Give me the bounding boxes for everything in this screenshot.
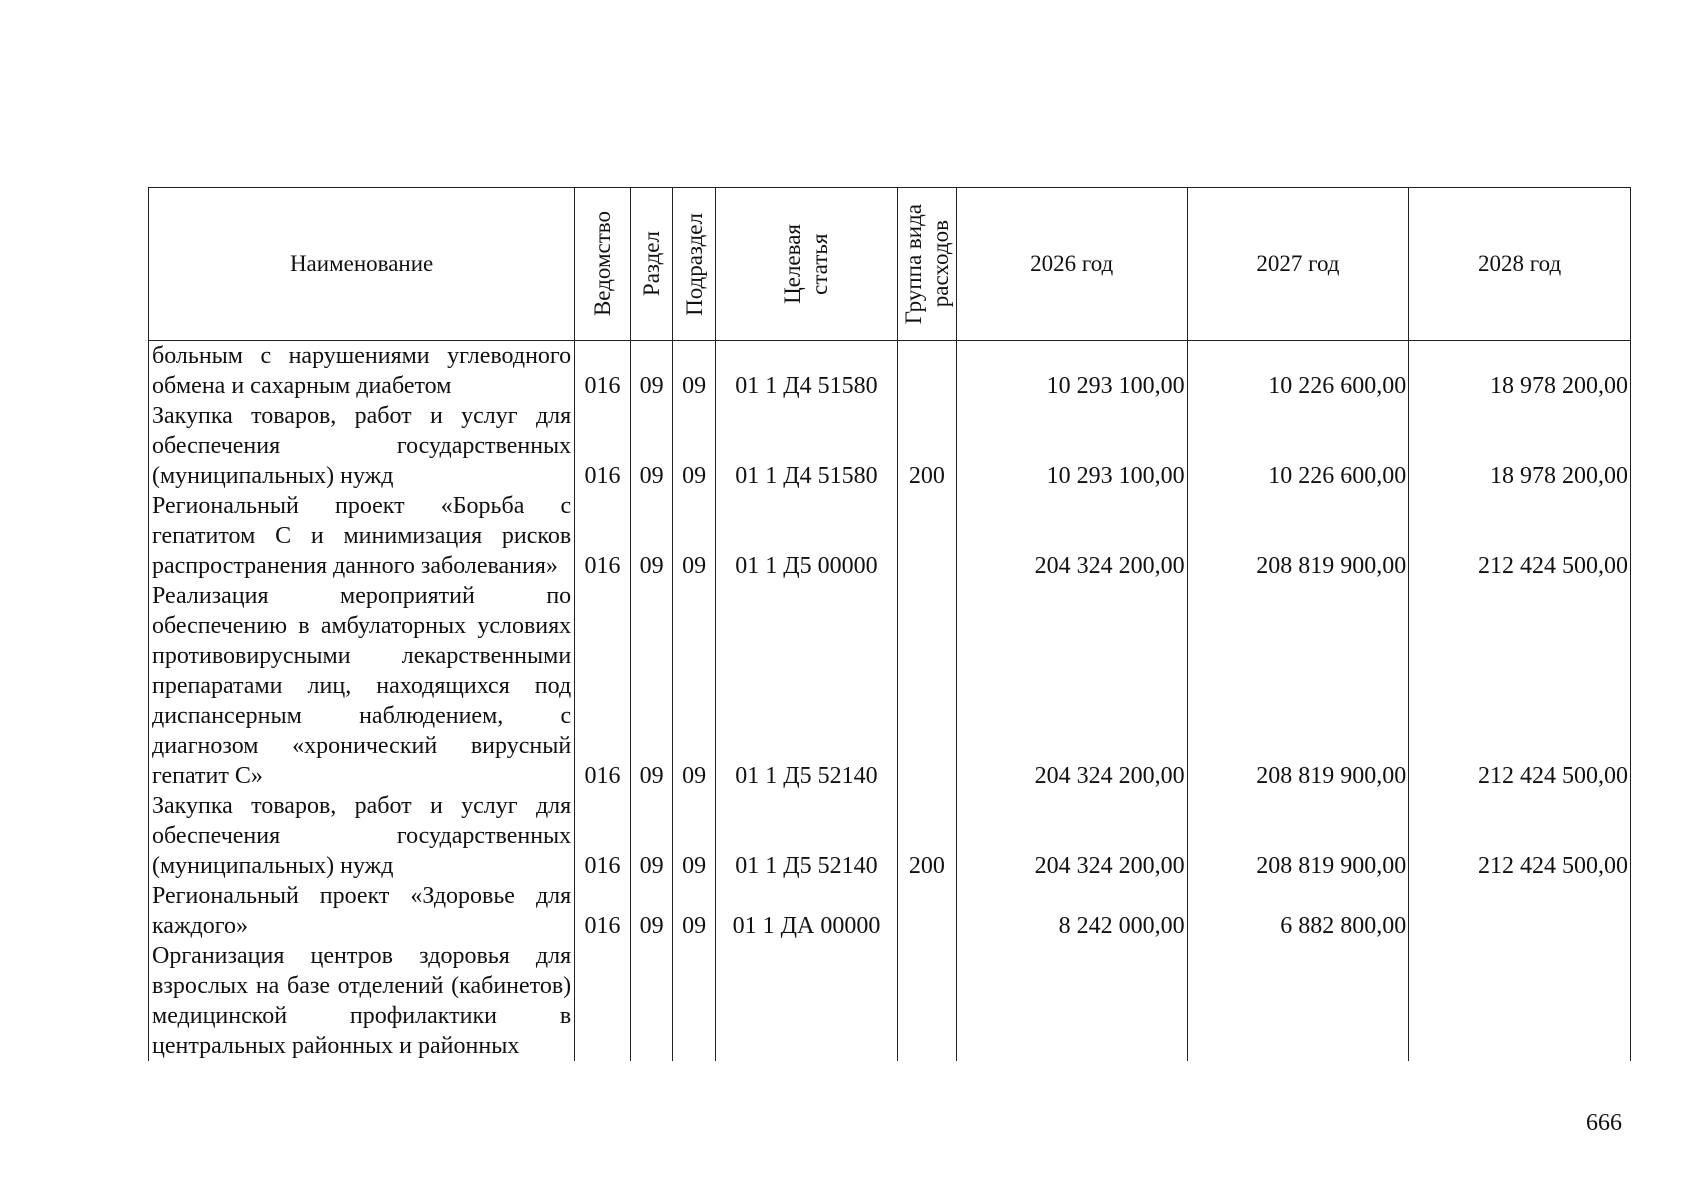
- row-vedomstvo: [575, 941, 631, 1061]
- row-2026: 10 293 100,00: [956, 401, 1187, 491]
- budget-table: [148, 187, 1631, 1061]
- row-2028: 18 978 200,00: [1409, 341, 1631, 402]
- row-2026: [956, 941, 1187, 1061]
- table-row: [149, 401, 1631, 491]
- table-row: [149, 341, 1631, 402]
- table-header-row: [149, 188, 1631, 341]
- header-vedomstvo: Ведомство: [575, 188, 631, 341]
- row-tselevaya-statya: 01 1 ДА 00000: [715, 881, 897, 941]
- row-2027: 10 226 600,00: [1187, 401, 1409, 491]
- row-gruppa: 200: [898, 401, 957, 491]
- row-2027: 208 819 900,00: [1187, 791, 1409, 881]
- row-gruppa: [898, 881, 957, 941]
- table-row: [149, 791, 1631, 881]
- row-2028: 212 424 500,00: [1409, 581, 1631, 791]
- row-name: Закупка товаров, работ и услуг для обеспечения государственных (муниципальных) нужд: [149, 791, 575, 881]
- row-name: Организация центров здоровья для взрослых на базе отделений (кабинетов) медицинской профилактики в центральных районных и районных: [149, 941, 575, 1061]
- row-2026: 8 242 000,00: [956, 881, 1187, 941]
- row-2027: 6 882 800,00: [1187, 881, 1409, 941]
- header-name: Наименование: [149, 188, 575, 341]
- row-2026: 10 293 100,00: [956, 341, 1187, 402]
- table-row: [149, 581, 1631, 791]
- row-razdel: [630, 941, 673, 1061]
- row-tselevaya-statya: [715, 941, 897, 1061]
- table-row: [149, 941, 1631, 1061]
- row-tselevaya-statya: 01 1 Д5 00000: [715, 491, 897, 581]
- row-vedomstvo: 016: [575, 401, 631, 491]
- row-2028: [1409, 881, 1631, 941]
- row-2027: 208 819 900,00: [1187, 581, 1409, 791]
- header-2026: 2026 год: [956, 188, 1187, 341]
- row-razdel: 09: [630, 791, 673, 881]
- row-2028: 18 978 200,00: [1409, 401, 1631, 491]
- row-razdel: 09: [630, 341, 673, 402]
- header-gruppa-vida-raskhodov: Группа вида расходов: [898, 188, 957, 341]
- row-vedomstvo: 016: [575, 581, 631, 791]
- row-razdel: 09: [630, 401, 673, 491]
- row-podrazdel: 09: [673, 491, 716, 581]
- row-name: больным с нарушениями углеводного обмена и сахарным диабетом: [149, 341, 575, 402]
- header-razdel: Раздел: [630, 188, 673, 341]
- row-vedomstvo: 016: [575, 881, 631, 941]
- table-row: [149, 491, 1631, 581]
- row-2026: 204 324 200,00: [956, 581, 1187, 791]
- row-gruppa: [898, 581, 957, 791]
- row-2027: 10 226 600,00: [1187, 341, 1409, 402]
- row-2027: 208 819 900,00: [1187, 491, 1409, 581]
- table-row: [149, 881, 1631, 941]
- row-name: Закупка товаров, работ и услуг для обеспечения государственных (муниципальных) нужд: [149, 401, 575, 491]
- header-podrazdel: Подраздел: [673, 188, 716, 341]
- budget-table-sheet: [148, 187, 1631, 1092]
- row-gruppa: [898, 491, 957, 581]
- row-podrazdel: 09: [673, 791, 716, 881]
- row-tselevaya-statya: 01 1 Д5 52140: [715, 791, 897, 881]
- row-razdel: 09: [630, 881, 673, 941]
- header-tselevaya-statya: Целевая статья: [715, 188, 897, 341]
- row-name: Региональный проект «Здоровье для каждого»: [149, 881, 575, 941]
- row-2028: 212 424 500,00: [1409, 491, 1631, 581]
- page-number: 666: [1586, 1110, 1622, 1136]
- row-gruppa: [898, 941, 957, 1061]
- row-tselevaya-statya: 01 1 Д4 51580: [715, 341, 897, 402]
- row-podrazdel: [673, 941, 716, 1061]
- row-podrazdel: 09: [673, 581, 716, 791]
- row-podrazdel: 09: [673, 341, 716, 402]
- row-podrazdel: 09: [673, 881, 716, 941]
- row-podrazdel: 09: [673, 401, 716, 491]
- row-tselevaya-statya: 01 1 Д4 51580: [715, 401, 897, 491]
- row-gruppa: [898, 341, 957, 402]
- row-vedomstvo: 016: [575, 491, 631, 581]
- row-2027: [1187, 941, 1409, 1061]
- row-tselevaya-statya: 01 1 Д5 52140: [715, 581, 897, 791]
- row-name: Региональный проект «Борьба с гепатитом С и минимизация рисков распространения данного заболевания»: [149, 491, 575, 581]
- row-razdel: 09: [630, 581, 673, 791]
- row-razdel: 09: [630, 491, 673, 581]
- header-2028: 2028 год: [1409, 188, 1631, 341]
- row-2026: 204 324 200,00: [956, 791, 1187, 881]
- row-2028: 212 424 500,00: [1409, 791, 1631, 881]
- row-name: Реализация мероприятий по обеспечению в амбулаторных условиях противовирусными лекарственными препаратами лиц, находящихся под диспансерным наблюдением, с диагнозом «хронический вирусный гепатит С»: [149, 581, 575, 791]
- row-vedomstvo: 016: [575, 341, 631, 402]
- header-2027: 2027 год: [1187, 188, 1409, 341]
- row-2026: 204 324 200,00: [956, 491, 1187, 581]
- row-gruppa: 200: [898, 791, 957, 881]
- row-2028: [1409, 941, 1631, 1061]
- row-vedomstvo: 016: [575, 791, 631, 881]
